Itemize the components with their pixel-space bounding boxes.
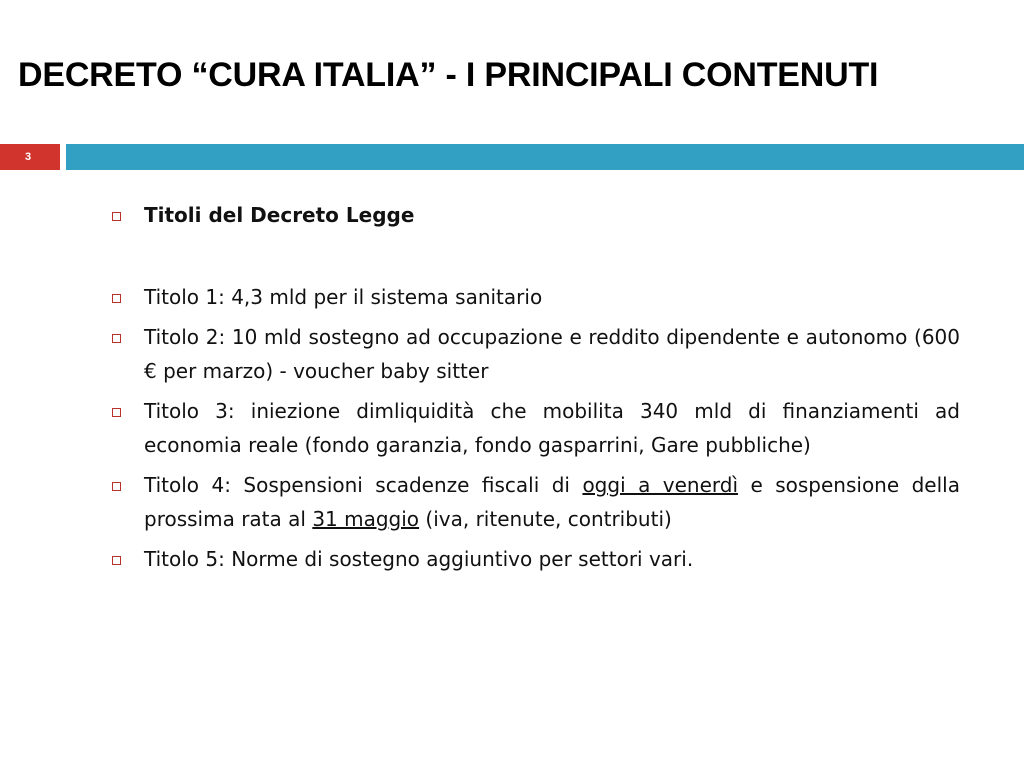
item-text-middle: e sospensione della prossima rata al xyxy=(144,473,960,531)
content-list xyxy=(112,198,960,582)
item-text: Titolo 3: iniezione dimliquidità che mobilita 340 mld di finanziamenti ad economia reale (fondo garanzia, fondo gasparrini, Gare pubbliche) xyxy=(144,399,960,457)
list-item-titolo-4 xyxy=(112,468,960,536)
square-bullet-icon xyxy=(112,556,121,565)
title-divider-bar xyxy=(66,144,1024,170)
square-bullet-icon xyxy=(112,294,121,303)
item-text-before: Titolo 4: Sospensioni scadenze fiscali di xyxy=(144,473,583,497)
underlined-date-range: oggi a venerdì xyxy=(582,473,739,497)
underlined-deadline: 31 maggio xyxy=(312,507,420,531)
page-number: 3 xyxy=(0,144,60,170)
list-item-titolo-1 xyxy=(112,280,960,314)
square-bullet-icon xyxy=(112,482,121,491)
heading-text: Titoli del Decreto Legge xyxy=(144,203,415,227)
square-bullet-icon xyxy=(112,408,121,417)
slide-title: DECRETO “CURA ITALIA” - I PRINCIPALI CONTENUTI xyxy=(18,56,879,94)
item-text: Titolo 1: 4,3 mld per il sistema sanitario xyxy=(144,285,543,309)
list-item-titolo-3 xyxy=(112,394,960,462)
item-text-after: (iva, ritenute, contributi) xyxy=(419,507,672,531)
item-text: Titolo 2: 10 mld sostegno ad occupazione e reddito dipendente e autonomo (600 € per marzo) - voucher baby sitter xyxy=(144,325,960,383)
square-bullet-icon xyxy=(112,334,121,343)
list-heading xyxy=(112,198,960,232)
square-bullet-icon xyxy=(112,212,121,221)
list-item-titolo-5 xyxy=(112,542,960,576)
list-item-titolo-2 xyxy=(112,320,960,388)
item-text: Titolo 5: Norme di sostegno aggiuntivo per settori vari. xyxy=(144,547,694,571)
